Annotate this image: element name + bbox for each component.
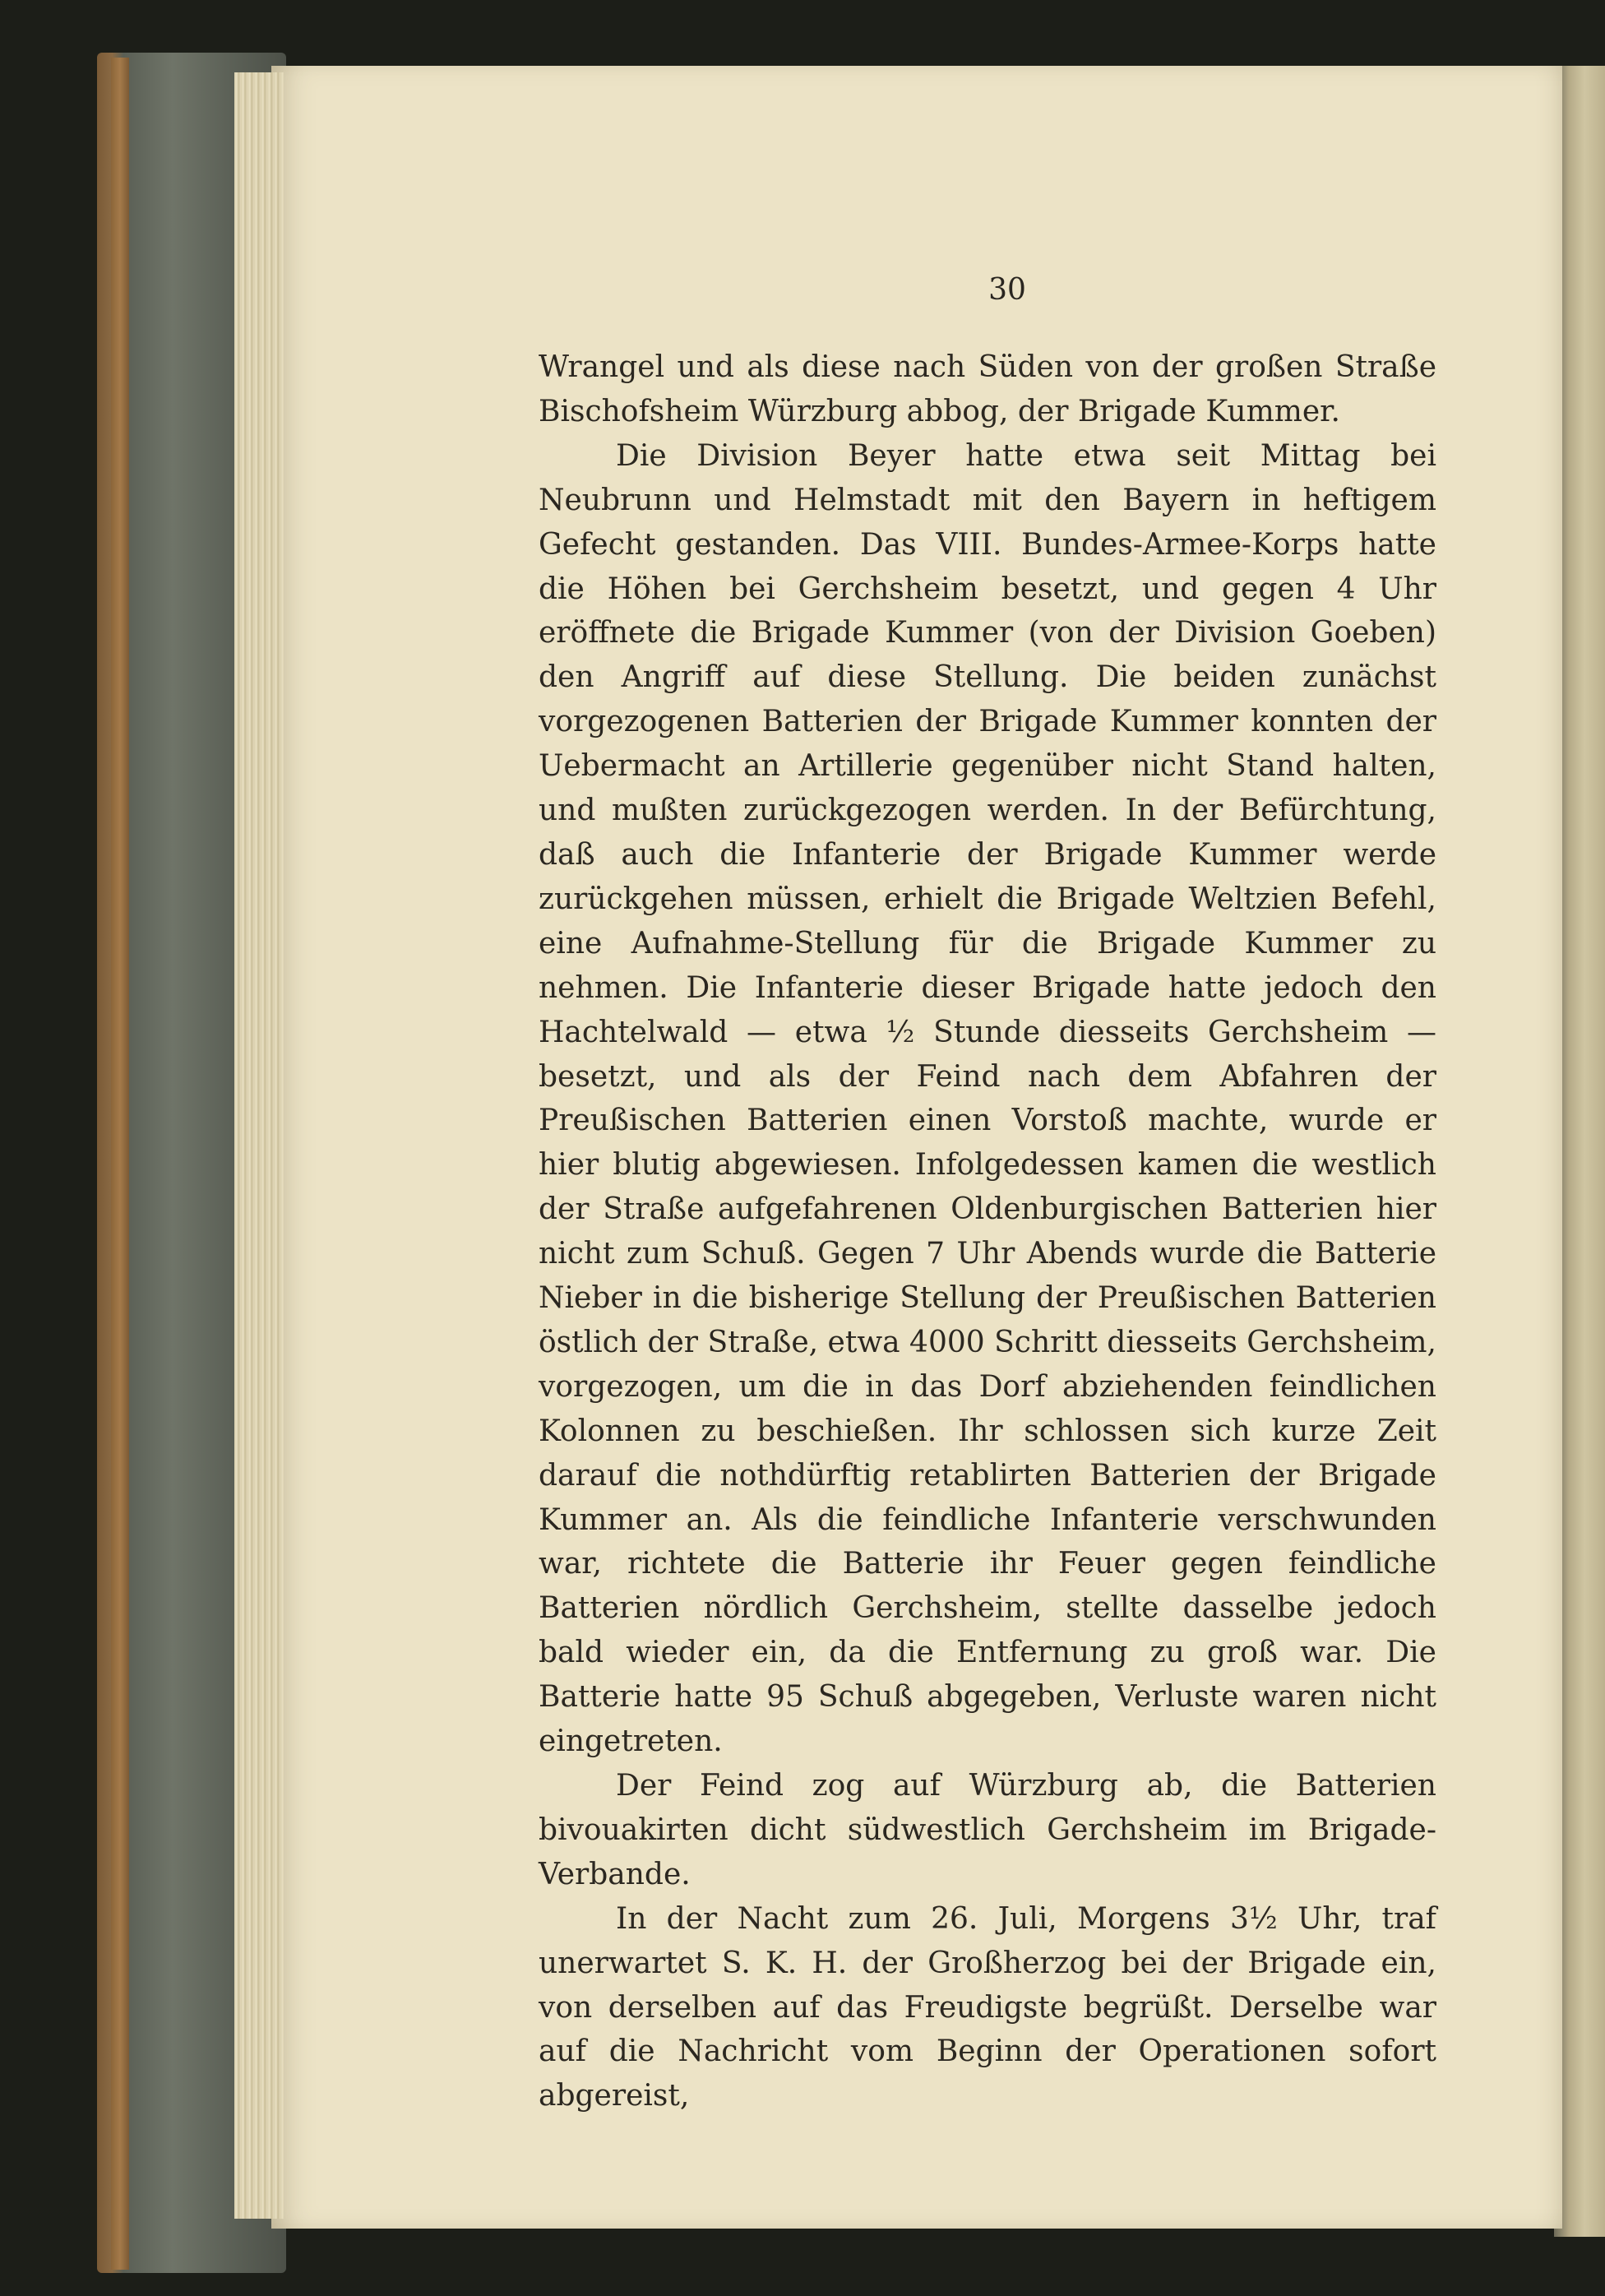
paragraph-2: Die Division Beyer hatte etwa seit Mittag bei Neubrunn und Helmstadt mit den Bayern in heftigem Gefecht gestanden. Das VIII. Bundes-Armee-Korps hatte die Höhen bei Gerchsheim besetzt, und gegen 4 Uhr eröffnete die Brigade Kummer (von der Division Goeben) den Angriff auf diese Stellung. Die beiden zunächst vorgezogenen Batterien der Brigade Kummer konnten der Uebermacht an Artillerie gegenüber nicht Stand halten, und mußten zurückgezogen werden. In der Befürchtung, daß auch die Infanterie der Brigade Kummer werde zurückgehen müssen, erhielt die Brigade Weltzien Befehl, eine Aufnahme-Stellung für die Brigade Kummer zu nehmen. Die Infanterie dieser Brigade hatte jedoch den Hachtelwald — etwa ½ Stunde diesseits Gerchsheim — besetzt, und als der Feind nach dem Abfahren der Preußischen Batterien einen Vorstoß machte, wurde er hier blutig abgewiesen. Infolgedessen kamen die westlich der Straße aufgefahrenen Oldenburgischen Batterien hier nicht zum Schuß. Gegen 7 Uhr Abends wurde die Batterie Nieber in die bisherige Stellung der Preußischen Batterien östlich der Straße, etwa 4000 Schritt diesseits Gerchsheim, vorgezogen, um die in das Dorf abziehenden feindlichen Kolonnen zu beschießen. Ihr schlossen sich kurze Zeit darauf die nothdürftig retablirten Batterien der Brigade Kummer an. Als die feindliche Infanterie verschwunden war, richtete die Batterie ihr Feuer gegen feindliche Batterien nördlich Gerchsheim, stellte dasselbe jedoch bald wieder ein, da die Entfernung zu groß war. Die Batterie hatte 95 Schuß abgegeben, Verluste waren nicht eingetreten. <box>539 438 1436 1759</box>
body-text <box>539 345 1436 2118</box>
paragraph-1: Wrangel und als diese nach Süden von der großen Straße Bischofsheim Würzburg abbog, der Brigade Kummer. <box>539 350 1436 428</box>
page-number: 30 <box>988 273 1026 307</box>
leather-spine <box>111 58 129 2270</box>
paragraph-3: Der Feind zog auf Würzburg ab, die Batterien bivouakirten dicht südwestlich Gerchsheim im Brigade-Verbande. <box>539 1769 1436 1891</box>
paragraph-4: In der Nacht zum 26. Juli, Morgens 3½ Uhr, traf unerwartet S. K. H. der Großherzog bei der Brigade ein, von derselben auf das Freudigste begrüßt. Derselbe war auf die Nachricht vom Beginn der Operationen sofort abgereist, <box>539 1901 1436 2113</box>
page-edges <box>234 72 284 2219</box>
